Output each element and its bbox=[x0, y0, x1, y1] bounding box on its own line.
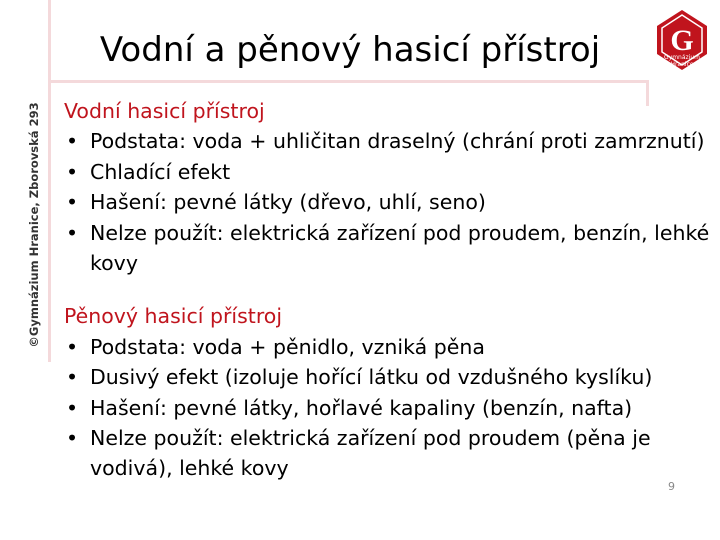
list-item bbox=[64, 393, 714, 423]
list-item bbox=[64, 332, 714, 362]
bullet-icon: • bbox=[66, 190, 79, 215]
list-item-text: Chladící efekt bbox=[90, 159, 231, 184]
list-item bbox=[64, 423, 714, 484]
bullet-list bbox=[64, 332, 714, 484]
logo-line1: Gymnázium bbox=[664, 54, 700, 61]
list-item bbox=[64, 157, 714, 187]
bullet-icon: • bbox=[66, 334, 79, 359]
list-item bbox=[64, 126, 714, 156]
list-item-text: Podstata: voda + uhličitan draselný (chrání proti zamrznutí) bbox=[90, 129, 705, 154]
list-item-text: Dusivý efekt (izoluje hořící látku od vzdušného kyslíku) bbox=[90, 365, 653, 390]
logo-line2: Hranice bbox=[670, 61, 694, 68]
list-item-text: Nelze použít: elektrická zařízení pod proudem, benzín, lehké kovy bbox=[90, 220, 710, 276]
list-item bbox=[64, 187, 714, 217]
bullet-icon: • bbox=[66, 220, 79, 245]
section-foam-extinguisher bbox=[64, 301, 714, 483]
bullet-icon: • bbox=[66, 129, 79, 154]
section-heading: Pěnový hasicí přístroj bbox=[64, 304, 283, 329]
bullet-icon: • bbox=[66, 365, 79, 390]
slide-title: Vodní a pěnový hasicí přístroj bbox=[99, 30, 601, 70]
page-number: 9 bbox=[668, 480, 675, 493]
bullet-list bbox=[64, 126, 714, 278]
logo-letter: G bbox=[670, 24, 694, 57]
list-item-text: Nelze použít: elektrická zařízení pod proudem (pěna je vodivá), lehké kovy bbox=[90, 426, 651, 481]
list-item-text: Podstata: voda + pěnidlo, vzniká pěna bbox=[90, 334, 485, 359]
section-water-extinguisher bbox=[64, 96, 714, 278]
list-item bbox=[64, 362, 714, 392]
bullet-icon: • bbox=[66, 395, 79, 420]
list-item-text: Hašení: pevné látky (dřevo, uhlí, seno) bbox=[90, 190, 486, 215]
bullet-icon: • bbox=[66, 426, 79, 451]
school-logo-icon bbox=[649, 4, 715, 80]
bullet-icon: • bbox=[66, 159, 79, 184]
copyright-sidebar: ©Gymnázium Hranice, Zborovská 293 bbox=[27, 102, 41, 348]
slide-content bbox=[64, 96, 714, 484]
title-underline-bar bbox=[48, 80, 648, 83]
list-item bbox=[64, 218, 714, 279]
section-heading: Vodní hasicí přístroj bbox=[64, 99, 265, 123]
list-item-text: Hašení: pevné látky, hořlavé kapaliny (benzín, nafta) bbox=[90, 395, 633, 420]
